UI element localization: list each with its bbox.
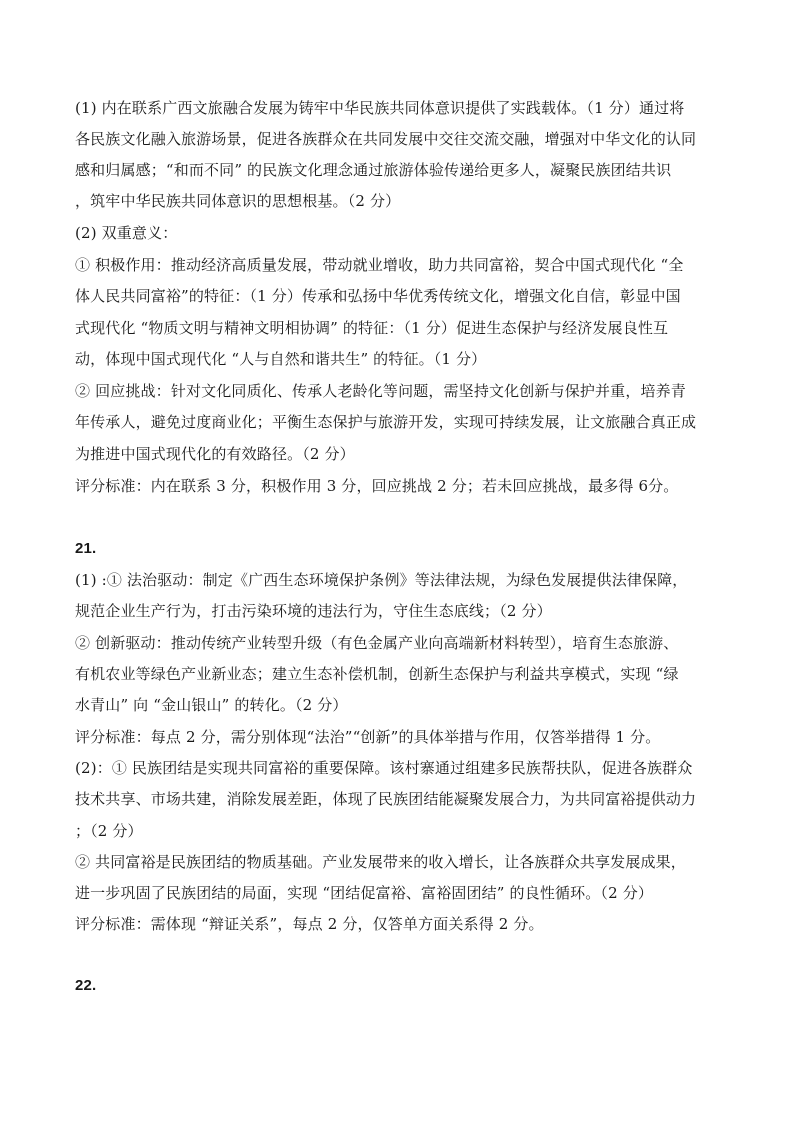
paragraph-line: 式现代化 “物质文明与精神文明相协调” 的特征：（1 分）促进生态保护与经济发展良性互 bbox=[75, 319, 669, 337]
paragraph-line: 感和归属感；“和而不同” 的民族文化理念通过旅游体验传递给更多人，凝聚民族团结共识 bbox=[75, 161, 672, 179]
paragraph-line: 为推进中国式现代化的有效路径。（2 分） bbox=[75, 445, 355, 463]
paragraph-line: 水青山” 向 “金山银山” 的转化。（2 分） bbox=[75, 696, 348, 714]
question-number-22: 22. bbox=[75, 977, 97, 994]
paragraph-line: (2)：① 民族团结是实现共同富裕的重要保障。该村寨通过组建多民族帮扶队，促进各族群众 bbox=[75, 759, 693, 777]
paragraph-line: 规范企业生产行为，打击污染环境的违法行为，守住生态底线；（2 分） bbox=[75, 602, 552, 620]
paragraph-line: 技术共享、市场共建，消除发展差距，体现了民族团结能凝聚发展合力，为共同富裕提供动力 bbox=[75, 790, 697, 808]
subheading-dual-significance: (2) 双重意义： bbox=[75, 224, 178, 242]
paragraph-line: 动，体现中国式现代化 “人与自然和谐共生” 的特征。（1 分） bbox=[75, 350, 487, 368]
paragraph-line: (1) :① 法治驱动：制定《广西生态环境保护条例》等法律法规，为绿色发展提供法律保障， bbox=[75, 571, 688, 589]
scoring-criteria: 评分标准：需体现 “辩证关系”，每点 2 分，仅答单方面关系得 2 分。 bbox=[75, 915, 544, 933]
paragraph-line: 有机农业等绿色产业新业态；建立生态补偿机制，创新生态保护与利益共享模式，实现 “绿 bbox=[75, 665, 679, 683]
paragraph-line: 进一步巩固了民族团结的局面，实现 “团结促富裕、富裕固团结” 的良性循环。（2 分） bbox=[75, 884, 653, 902]
paragraph-line: 年传承人，避免过度商业化；平衡生态保护与旅游开发，实现可持续发展，让文旅融合真正成 bbox=[75, 413, 697, 431]
paragraph-line: 体人民共同富裕”的特征：（1 分）传承和弘扬中华优秀传统文化，增强文化自信，彰显中国 bbox=[75, 287, 681, 305]
paragraph-line: ② 创新驱动：推动传统产业转型升级（有色金属产业向高端新材料转型），培育生态旅游、 bbox=[75, 634, 679, 652]
paragraph-line: ；（2 分） bbox=[75, 822, 143, 840]
scoring-criteria: 评分标准：每点 2 分，需分别体现“法治”“创新”的具体举措与作用，仅答举措得 1 分。 bbox=[75, 728, 661, 746]
paragraph-line: (1) 内在联系广西文旅融合发展为铸牢中华民族共同体意识提供了实践载体。（1 分）通过将 bbox=[75, 99, 685, 117]
paragraph-line: ，筑牢中华民族共同体意识的思想根基。（2 分） bbox=[75, 192, 401, 210]
paragraph-line: ② 回应挑战：针对文化同质化、传承人老龄化等问题，需坚持文化创新与保护并重，培养青 bbox=[75, 382, 686, 400]
paragraph-line: ① 积极作用：推动经济高质量发展，带动就业增收，助力共同富裕，契合中国式现代化 “全 bbox=[75, 256, 684, 274]
question-number-21: 21. bbox=[75, 540, 97, 557]
paragraph-line: 各民族文化融入旅游场景，促进各族群众在共同发展中交往交流交融，增强对中华文化的认同 bbox=[75, 130, 697, 148]
paragraph-line: ② 共同富裕是民族团结的物质基础。产业发展带来的收入增长，让各族群众共享发展成果， bbox=[75, 853, 686, 871]
scoring-criteria: 评分标准：内在联系 3 分，积极作用 3 分，回应挑战 2 分；若未回应挑战，最多得 6分。 bbox=[75, 477, 679, 495]
